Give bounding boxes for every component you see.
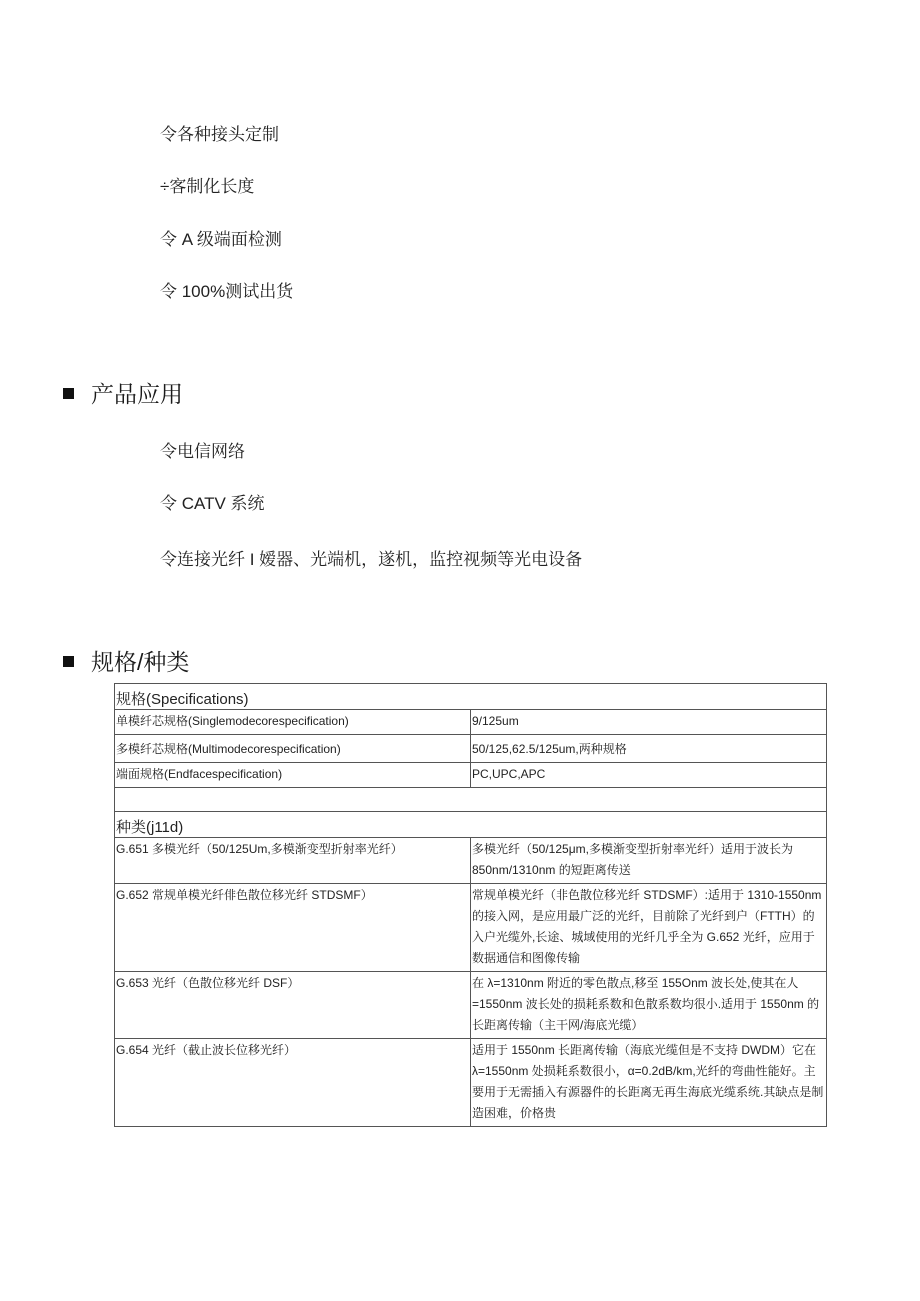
type-value-cell: 在 λ=1310nm 附近的零色散点,移至 155Onm 波长处,使其在人=1550nm 波长处的损耗系数和色散系数均很小.适用于 1550nm 的长距离传输（主干网/海底光缆） bbox=[471, 972, 827, 1039]
empty-cell bbox=[115, 788, 827, 812]
type-value-cell: 适用于 1550nm 长距离传输（海底光缆但是不支持 DWDM）它在λ=1550nm 处损耗系数很小，α=0.2dB/km,光纤的弯曲性能好。主要用于无需插入有源器件的长距离无再生海底光缆系统.其缺点是制造困难，价格贵 bbox=[471, 1039, 827, 1127]
type-label-cell: G.652 常规单模光纤俳色散位移光纤 STDSMF） bbox=[115, 884, 471, 972]
spec-value-cell: 50/125,62.5/125um,两种规格 bbox=[471, 735, 827, 763]
section-title: 规格/种类 bbox=[91, 649, 190, 675]
table-row bbox=[115, 735, 827, 763]
type-value-cell: 常规单模光纤（非色散位移光纤 STDSMF）:适用于 1310-1550nm 的接入网，是应用最广泛的光纤，目前除了光纤到户（FTTH）的入户光缆外,长途、城域使用的光纤几乎全为 G.652 光纤，应用于数据通信和图像传输 bbox=[471, 884, 827, 972]
type-header-cell bbox=[115, 812, 827, 838]
table-row bbox=[115, 1039, 827, 1127]
type-label-cell: G.653 光纤（色散位移光纤 DSF） bbox=[115, 972, 471, 1039]
table-row bbox=[115, 884, 827, 972]
type-label-cell: G.654 光纤（截止波长位移光纤） bbox=[115, 1039, 471, 1127]
table-row bbox=[115, 812, 827, 838]
table-row bbox=[115, 763, 827, 788]
section-heading-specs bbox=[63, 644, 189, 677]
table-row bbox=[115, 788, 827, 812]
section-heading-applications bbox=[63, 376, 183, 409]
table-row bbox=[115, 838, 827, 884]
table-row bbox=[115, 684, 827, 710]
square-bullet-icon bbox=[63, 656, 74, 667]
spec-value-cell: 9/125um bbox=[471, 710, 827, 735]
table-row bbox=[115, 710, 827, 735]
type-header-text: 种类(j11d) bbox=[116, 819, 184, 836]
application-item-catv: 令 CATV 系统 bbox=[160, 494, 265, 513]
feature-item-endface-inspection: 令 A 级端面检测 bbox=[160, 230, 282, 249]
feature-item-connectors: 令各种接头定制 bbox=[160, 125, 279, 144]
type-value-cell: 多模光纤（50/125μm,多模渐变型折射率光纤）适用于波长为850nm/1310nm 的短距离传送 bbox=[471, 838, 827, 884]
spec-header-text: 规格(Specifications) bbox=[116, 691, 249, 708]
application-item-equipment: 令连接光纤 I 嫒器、光端机，遂机，监控视频等光电设备 bbox=[160, 550, 583, 569]
section-title: 产品应用 bbox=[91, 381, 183, 407]
spec-label-cell: 多模纤芯规格(Multimodecorespecification) bbox=[115, 735, 471, 763]
spec-table bbox=[114, 683, 827, 1127]
application-item-telecom: 令电信网络 bbox=[160, 442, 245, 461]
feature-item-custom-length: ÷客制化长度 bbox=[160, 177, 255, 196]
spec-value-cell: PC,UPC,APC bbox=[471, 763, 827, 788]
spec-label-cell: 单模纤芯规格(Singlemodecorespecification) bbox=[115, 710, 471, 735]
spec-label-cell: 端面规格(Endfacespecification) bbox=[115, 763, 471, 788]
spec-header-cell bbox=[115, 684, 827, 710]
type-label-cell: G.651 多模光纤（50/125Um,多模渐变型折射率光纤） bbox=[115, 838, 471, 884]
square-bullet-icon bbox=[63, 388, 74, 399]
table-row bbox=[115, 972, 827, 1039]
feature-item-tested-shipment: 令 100%测试出货 bbox=[160, 282, 294, 301]
